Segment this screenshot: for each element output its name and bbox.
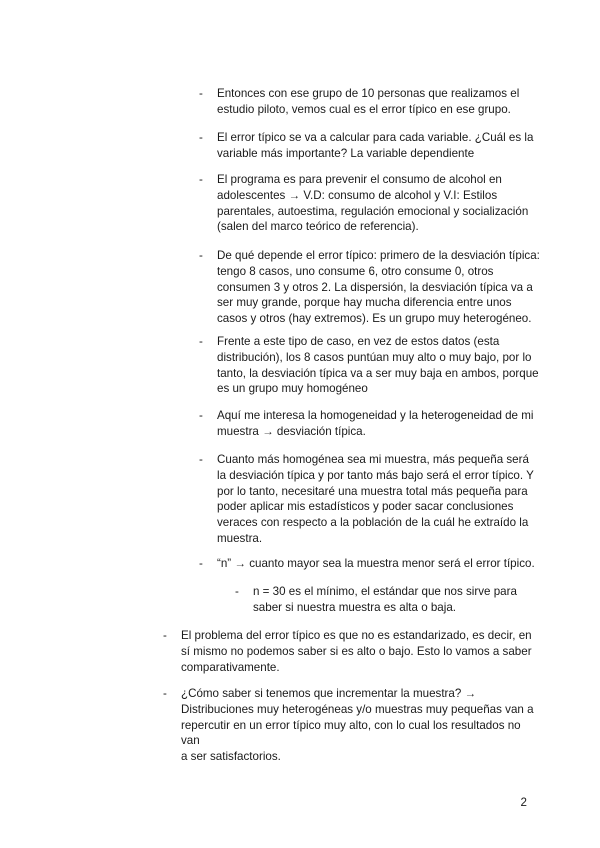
bullet-marker: - — [199, 453, 203, 466]
list-item-text: De qué depende el error típico: primero de la desviación típica: tengo 8 casos, uno consume 6, otro consume 0, otros consumen 3 y otros 2. La dispersión, la desviación típica va a ser muy grande, porque hay mucha diferencia entre unos casos y otros (hay extremos). Es un grupo muy heterogéneo. — [217, 249, 540, 326]
list-item — [199, 248, 547, 327]
list-item-text: Frente a este tipo de caso, en vez de estos datos (esta distribución), los 8 casos puntúan muy alto o muy bajo, por lo tanto, la desviación típica va a ser muy baja en ambos, porque es un grupo muy homogéneo — [217, 335, 539, 396]
page-number: 2 — [520, 796, 527, 809]
list-item — [199, 556, 547, 572]
bullet-marker: - — [199, 335, 203, 348]
list-item — [199, 86, 547, 118]
bullet-marker: - — [199, 249, 203, 262]
bullet-marker: - — [163, 629, 167, 642]
list-item-text: ¿Cómo saber si tenemos que incrementar la muestra? → Distribuciones muy heterogéneas y/o muestras muy pequeñas van a repercutir en un error típico muy alto, con lo cual los resultados no van a ser satisfactorios. — [181, 687, 534, 764]
list-item — [163, 686, 541, 765]
list-item-text: El problema del error típico es que no es estandarizado, es decir, en sí mismo no podemos saber si es alto o bajo. Esto lo vamos a saber comparativamente. — [181, 629, 532, 674]
list-item-text: Aquí me interesa la homogeneidad y la heterogeneidad de mi muestra → desviación típica. — [217, 409, 534, 438]
list-item — [199, 334, 547, 397]
list-item-text: El programa es para prevenir el consumo de alcohol en adolescentes → V.D: consumo de alcohol y V.I: Estilos parentales, autoestima, regulación emocional y socialización (salen del marco teórico de referencia). — [217, 173, 529, 234]
list-item — [199, 452, 547, 547]
bullet-marker: - — [199, 557, 203, 570]
list-item — [199, 130, 547, 162]
bullet-marker: - — [235, 585, 239, 598]
list-item-text: “n” → cuanto mayor sea la muestra menor será el error típico. — [217, 557, 535, 570]
bullet-marker: - — [199, 87, 203, 100]
list-item-text: Entonces con ese grupo de 10 personas que realizamos el estudio piloto, vemos cual es el error típico en ese grupo. — [217, 87, 520, 116]
bullet-marker: - — [199, 131, 203, 144]
list-item — [199, 408, 547, 440]
bullet-marker: - — [199, 173, 203, 186]
sub-list-item — [235, 584, 543, 616]
list-item — [163, 628, 541, 675]
list-item — [199, 172, 547, 235]
list-item-text: n = 30 es el mínimo, el estándar que nos sirve para saber si nuestra muestra es alta o baja. — [253, 585, 517, 614]
bullet-marker: - — [163, 687, 167, 700]
bullet-marker: - — [199, 409, 203, 422]
list-item-text: Cuanto más homogénea sea mi muestra, más pequeña será la desviación típica y por tanto más bajo será el error típico. Y por lo tanto, necesitaré una muestra total más pequeña para poder aplicar mis estadísticos y poder sacar conclusiones veraces con respecto a la población de la cuál he extraído la muestra. — [217, 453, 534, 545]
list-item-text: El error típico se va a calcular para cada variable. ¿Cuál es la variable más importante? La variable dependiente — [217, 131, 534, 160]
